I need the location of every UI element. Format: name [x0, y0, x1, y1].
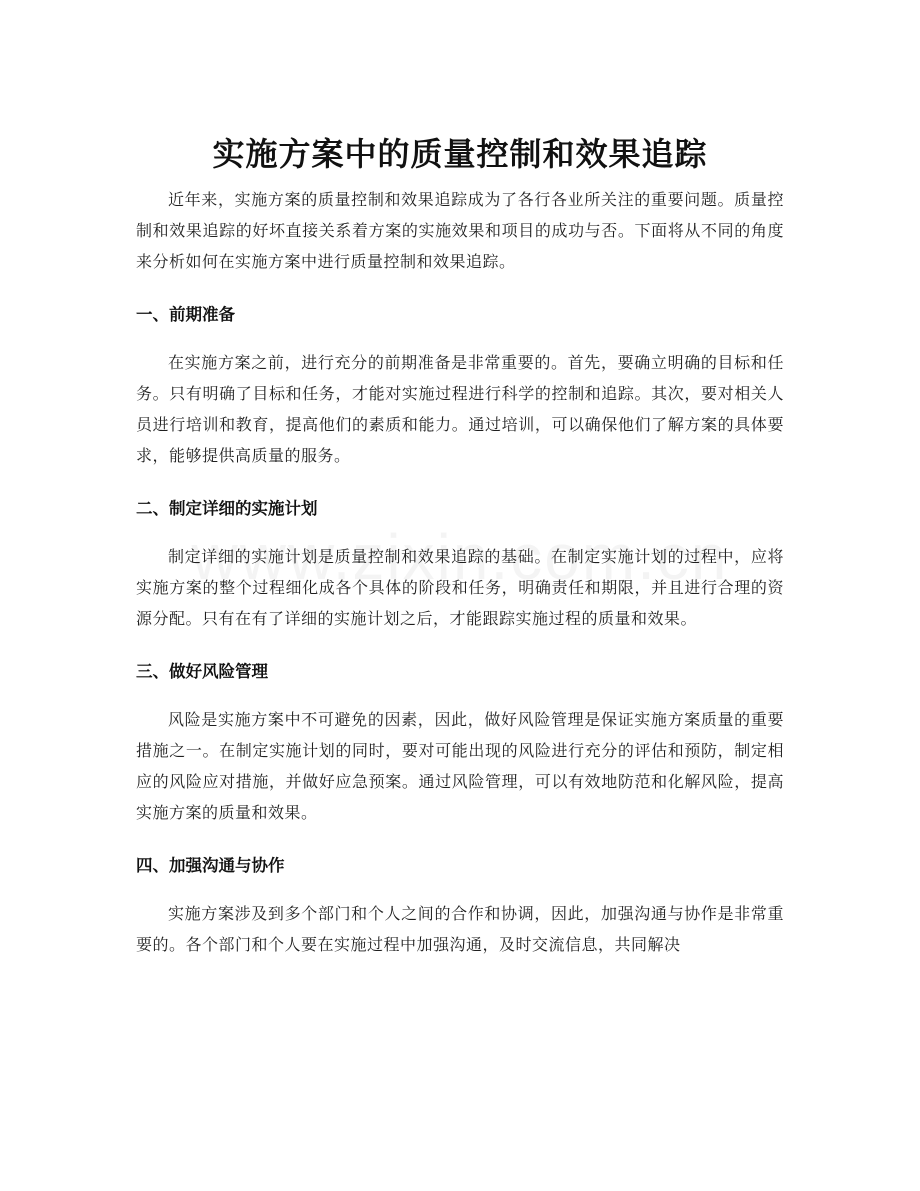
section-paragraph-4: 实施方案涉及到多个部门和个人之间的合作和协调，因此，加强沟通与协作是非常重要的。各个部门和个人要在实施过程中加强沟通，及时交流信息，共同解决: [136, 904, 784, 954]
section-heading-1: 一、前期准备: [136, 305, 235, 324]
section-paragraph-2: 制定详细的实施计划是质量控制和效果追踪的基础。在制定实施计划的过程中，应将实施方案的整个过程细化成各个具体的阶段和任务，明确责任和期限，并且进行合理的资源分配。只有在有了详细的实施计划之后，才能跟踪实施过程的质量和效果。: [136, 547, 784, 628]
intro-paragraph: 近年来，实施方案的质量控制和效果追踪成为了各行各业所关注的重要问题。质量控制和效果追踪的好坏直接关系着方案的实施效果和项目的成功与否。下面将从不同的角度来分析如何在实施方案中进行质量控制和效果追踪。: [136, 190, 784, 271]
document-body: [136, 184, 784, 960]
section-paragraph-1: 在实施方案之前，进行充分的前期准备是非常重要的。首先，要确立明确的目标和任务。只有明确了目标和任务，才能对实施过程进行科学的控制和追踪。其次，要对相关人员进行培训和教育，提高他们的素质和能力。通过培训，可以确保他们了解方案的具体要求，能够提供高质量的服务。: [136, 353, 784, 465]
section-heading-3: 三、做好风险管理: [136, 662, 268, 681]
section-heading-4: 四、加强沟通与协作: [136, 856, 285, 875]
section-paragraph-3: 风险是实施方案中不可避免的因素，因此，做好风险管理是保证实施方案质量的重要措施之一。在制定实施计划的同时，要对可能出现的风险进行充分的评估和预防，制定相应的风险应对措施，并做好应急预案。通过风险管理，可以有效地防范和化解风险，提高实施方案的质量和效果。: [136, 710, 784, 822]
section-heading-2: 二、制定详细的实施计划: [136, 499, 318, 518]
document-title: 实施方案中的质量控制和效果追踪: [212, 135, 708, 174]
